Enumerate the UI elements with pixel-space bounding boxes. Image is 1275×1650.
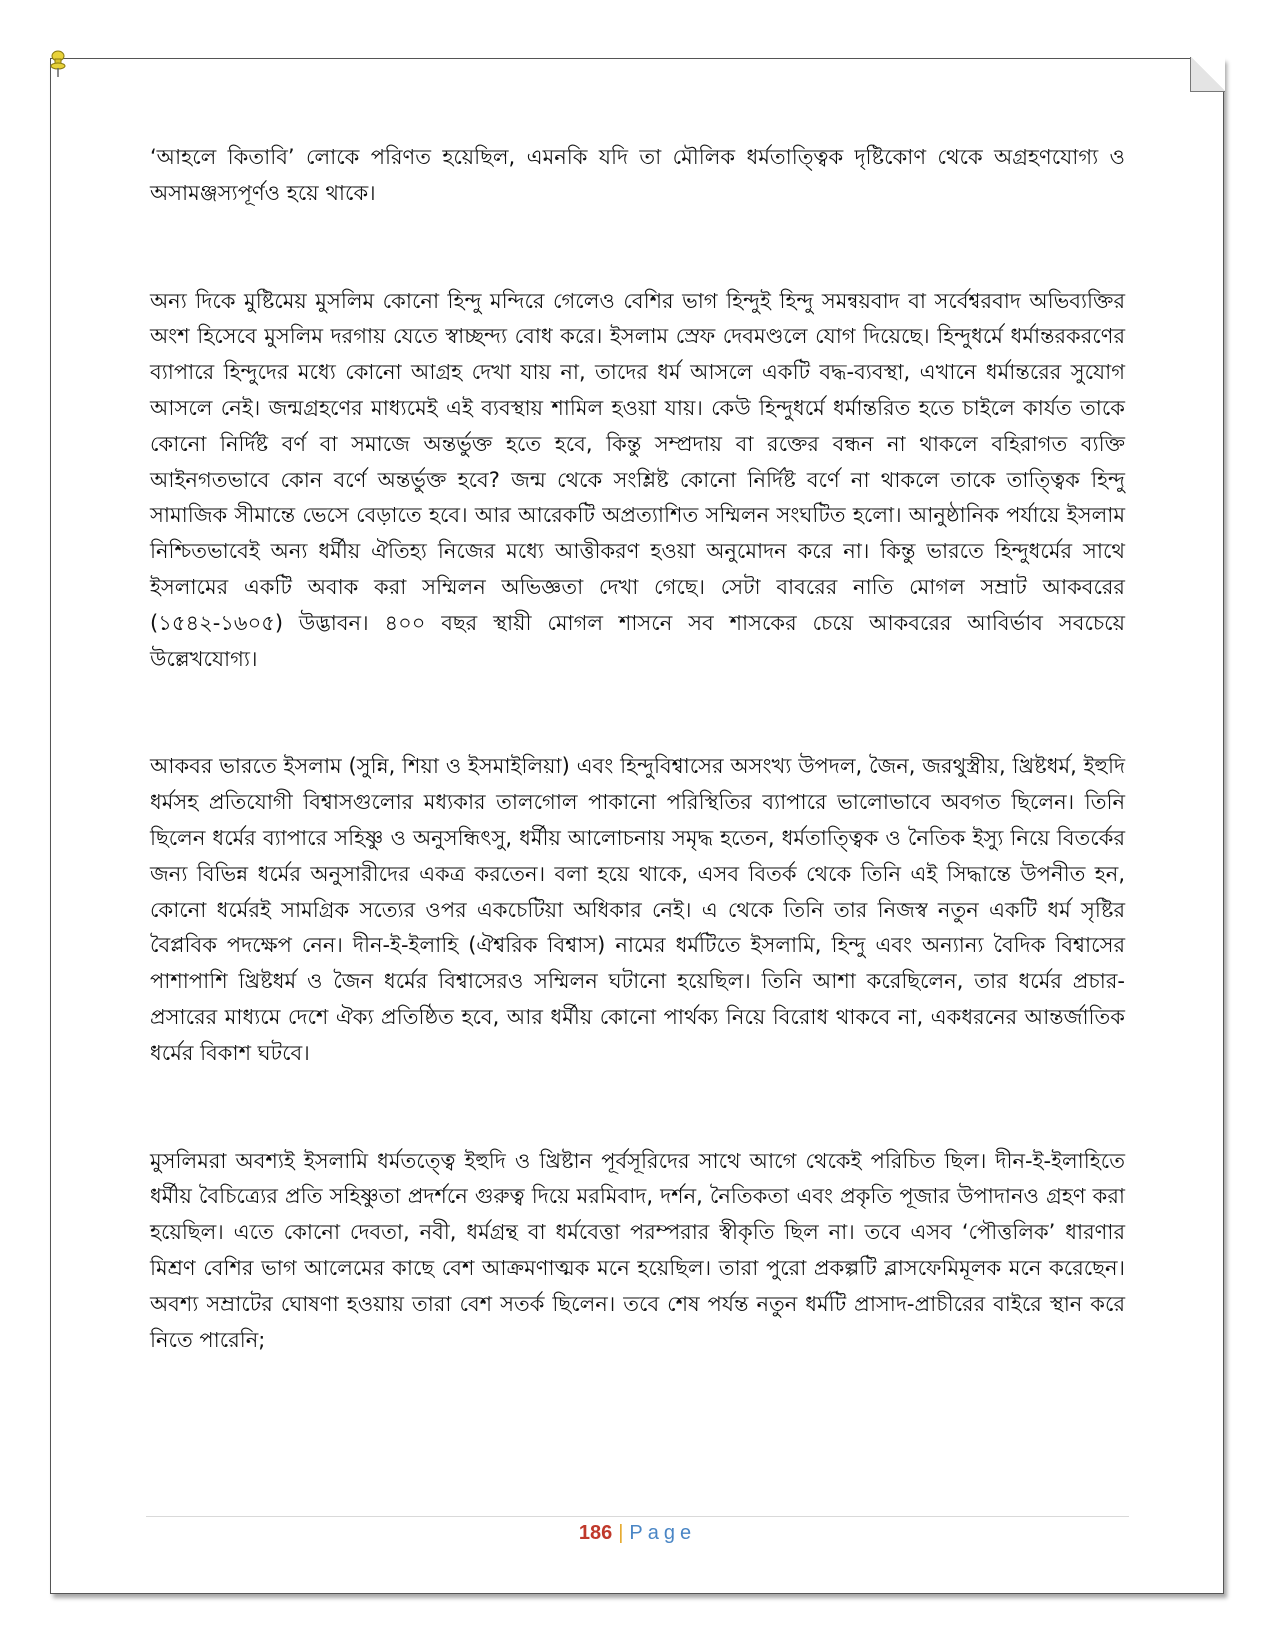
document-body xyxy=(150,140,1125,1358)
pushpin-icon xyxy=(48,50,68,78)
paragraph-1: ‘আহলে কিতাবি’ লোকে পরিণত হয়েছিল, এমনকি যদি তা মৌলিক ধর্মতাত্ত্বিক দৃষ্টিকোণ থেকে অগ্রহণযোগ্য ও অসামঞ্জস্যপূর্ণও হয়ে থাকে। xyxy=(150,145,1125,205)
paragraph-4: মুসলিমরা অবশ্যই ইসলামি ধর্মতত্ত্বে ইহুদি ও খ্রিষ্টান পূর্বসূরিদের সাথে আগে থেকেই পরিচিত ছিল। দীন-ই-ইলাহিতে ধর্মীয় বৈচিত্র্যের প্রতি সহিষ্ণুতা প্রদর্শনে গুরুত্ব দিয়ে মরমিবাদ, দর্শন, নৈতিকতা এবং প্রকৃতি পূজার উপাদানও গ্রহণ করা হয়েছিল। এতে কোনো দেবতা, নবী, ধর্মগ্রন্থ বা ধর্মবেত্তা পরম্পরার স্বীকৃতি ছিল না। তবে এসব ‘পৌত্তলিক’ ধারণার মিশ্রণ বেশির ভাগ আলেমের কাছে বেশ আক্রমণাত্মক মনে হয়েছিল। তারা পুরো প্রকল্পটি ব্লাসফেমিমূলক মনে করেছেন। অবশ্য সম্রাটের ঘোষণা হওয়ায় তারা বেশ সতর্ক ছিলেন। তবে শেষ পর্যন্ত নতুন ধর্মটি প্রাসাদ-প্রাচীরের বাইরে স্থান করে নিতে পারেনি; xyxy=(150,1148,1125,1352)
page-label: Page xyxy=(629,1522,697,1544)
paragraph-3: আকবর ভারতে ইসলাম (সুন্নি, শিয়া ও ইসমাইলিয়া) এবং হিন্দুবিশ্বাসের অসংখ্য উপদল, জৈন, জরথুস্ত্রীয়, খ্রিষ্টধর্ম, ইহুদি ধর্মসহ প্রতিযোগী বিশ্বাসগুলোর মধ্যকার তালগোল পাকানো পরিস্থিতির ব্যাপারে ভালোভাবে অবগত ছিলেন। তিনি ছিলেন ধর্মের ব্যাপারে সহিষ্ণু ও অনুসন্ধিৎসু, ধর্মীয় আলোচনায় সমৃদ্ধ হতেন, ধর্মতাত্ত্বিক ও নৈতিক ইস্যু নিয়ে বিতর্কের জন্য বিভিন্ন ধর্মের অনুসারীদের একত্র করতেন। বলা হয়ে থাকে, এসব বিতর্ক থেকে তিনি এই সিদ্ধান্তে উপনীত হন, কোনো ধর্মেরই সামগ্রিক সত্যের ওপর একচেটিয়া অধিকার নেই। এ থেকে তিনি তার নিজস্ব নতুন একটি ধর্ম সৃষ্টির বৈপ্লবিক পদক্ষেপ নেন। দীন-ই-ইলাহি (ঐশ্বরিক বিশ্বাস) নামের ধর্মটিতে ইসলামি, হিন্দু এবং অন্যান্য বৈদিক বিশ্বাসের পাশাপাশি খ্রিষ্টধর্ম ও জৈন ধর্মের বিশ্বাসেরও সম্মিলন ঘটানো হয়েছিল। তিনি আশা করেছিলেন, তার ধর্মের প্রচার-প্রসারের মাধ্যমে দেশে ঐক্য প্রতিষ্ঠিত হবে, আর ধর্মীয় কোনো পার্থক্য নিয়ে বিরোধ থাকবে না, একধরনের আন্তর্জাতিক ধর্মের বিকাশ ঘটবে। xyxy=(150,754,1125,1065)
folded-corner xyxy=(1190,57,1225,92)
page-number: 186 xyxy=(578,1522,613,1544)
paragraph-2: অন্য দিকে মুষ্টিমেয় মুসলিম কোনো হিন্দু মন্দিরে গেলেও বেশির ভাগ হিন্দুই হিন্দু সমন্বয়বাদ বা সর্বেশ্বরবাদ অভিব্যক্তির অংশ হিসেবে মুসলিম দরগায় যেতে স্বাচ্ছন্দ্য বোধ করে। ইসলাম স্রেফ দেবমণ্ডলে যোগ দিয়েছে। হিন্দুধর্মে ধর্মান্তরকরণের ব্যাপারে হিন্দুদের মধ্যে কোনো আগ্রহ দেখা যায় না, তাদের ধর্ম আসলে একটি বদ্ধ-ব্যবস্থা, এখানে ধর্মান্তরের সুযোগ আসলে নেই। জন্মগ্রহণের মাধ্যমেই এই ব্যবস্থায় শামিল হওয়া যায়। কেউ হিন্দুধর্মে ধর্মান্তরিত হতে চাইলে কার্যত তাকে কোনো নির্দিষ্ট বর্ণ বা সমাজে অন্তর্ভুক্ত হতে হবে, কিন্তু সম্প্রদায় বা রক্তের বন্ধন না থাকলে বহিরাগত ব্যক্তি আইনগতভাবে কোন বর্ণে অন্তর্ভুক্ত হবে? জন্ম থেকে সংশ্লিষ্ট কোনো নির্দিষ্ট বর্ণে না থাকলে তাকে তাত্ত্বিক হিন্দু সামাজিক সীমান্তে ভেসে বেড়াতে হবে। আর আরেকটি অপ্রত্যাশিত সম্মিলন সংঘটিত হলো। আনুষ্ঠানিক পর্যায়ে ইসলাম নিশ্চিতভাবেই অন্য ধর্মীয় ঐতিহ্য নিজের মধ্যে আত্তীকরণ হওয়া অনুমোদন করে না। কিন্তু ভারতে হিন্দুধর্মের সাথে ইসলামের একটি অবাক করা সম্মিলন অভিজ্ঞতা দেখা গেছে। সেটা বাবরের নাতি মোগল সম্রাট আকবরের (১৫৪২-১৬০৫) উদ্ভাবন। ৪০০ বছর স্থায়ী মোগল শাসনে সব শাসকের চেয়ে আকবরের আবির্ভাব সবচেয়ে উল্লেখযোগ্য। xyxy=(150,288,1125,671)
footer-separator: | xyxy=(618,1522,624,1544)
footer-divider xyxy=(146,1516,1129,1517)
page-footer xyxy=(0,1522,1275,1545)
